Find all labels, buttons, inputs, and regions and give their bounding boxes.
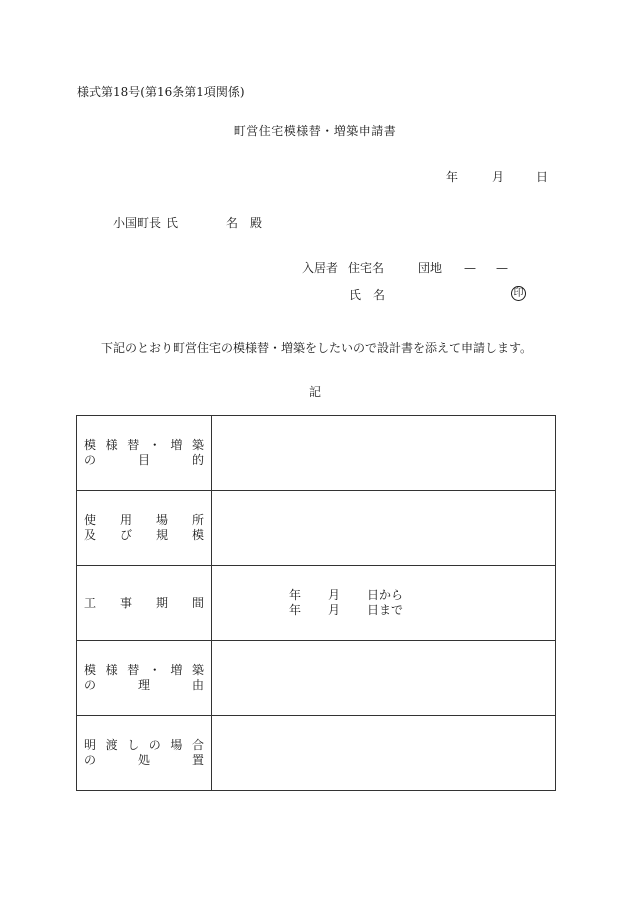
- label-char: 明: [84, 738, 97, 752]
- label-char: 的: [191, 453, 204, 467]
- table-row: [77, 566, 556, 641]
- addressee-dono: 殿: [250, 216, 263, 230]
- label-char: ・: [148, 438, 161, 452]
- reason-field[interactable]: [212, 641, 556, 716]
- label-char: の: [84, 453, 97, 467]
- label-char: の: [148, 738, 161, 752]
- dash-2: —: [496, 261, 509, 275]
- date-day: 日: [536, 170, 549, 184]
- table-row: [77, 491, 556, 566]
- label-char: 模: [84, 663, 97, 677]
- label-char: 間: [191, 595, 204, 610]
- period-from: [289, 588, 555, 603]
- label-char: 模: [191, 528, 204, 542]
- label-char: 替: [127, 663, 140, 677]
- name-shi: 氏: [349, 288, 362, 302]
- label-char: 由: [191, 678, 204, 692]
- row-label: [77, 416, 212, 491]
- addressee-shi: 氏: [166, 216, 179, 230]
- table-row: [77, 416, 556, 491]
- period-from-month: 月: [328, 588, 341, 602]
- ki-heading: 記: [308, 385, 321, 399]
- addressee-org: 小国町長: [113, 216, 162, 230]
- purpose-field[interactable]: [212, 416, 556, 491]
- label-char: 場: [170, 738, 183, 752]
- label-char: 理: [137, 678, 150, 692]
- label-char: 目: [137, 453, 150, 467]
- label-char: ・: [148, 663, 161, 677]
- detail-table: [76, 415, 556, 791]
- dash-1: —: [464, 261, 477, 275]
- label-char: 使: [84, 513, 97, 527]
- label-char: 築: [191, 663, 204, 677]
- period-from-year: 年: [289, 588, 302, 602]
- resident-line: [302, 262, 508, 274]
- date-line: [446, 171, 548, 183]
- period-to: [289, 603, 555, 618]
- page-title: 町営住宅模様替・増築申請書: [233, 124, 397, 138]
- housing-label: 住宅名: [348, 261, 385, 275]
- name-mei: 名: [373, 288, 386, 302]
- addressee-mei: 名: [226, 216, 239, 230]
- period-to-year: 年: [289, 603, 302, 617]
- resident-name-line: [349, 289, 385, 301]
- seal-mark: 印: [511, 286, 526, 301]
- label-char: 替: [127, 438, 140, 452]
- form-number: 様式第18号(第16条第1項関係): [77, 85, 245, 99]
- label-char: 合: [191, 738, 204, 752]
- resident-role: 入居者: [302, 261, 339, 275]
- request-text: 下記のとおり町営住宅の模様替・増築をしたいので設計書を添えて申請します。: [101, 341, 533, 355]
- label-char: 期: [155, 595, 168, 610]
- label-char: び: [119, 528, 132, 542]
- row-label: [77, 491, 212, 566]
- label-char: 工: [84, 595, 97, 610]
- row-label: [77, 566, 212, 641]
- label-char: 規: [155, 528, 168, 542]
- label-char: 増: [170, 663, 183, 677]
- label-char: 場: [155, 513, 168, 527]
- date-month: 月: [492, 170, 505, 184]
- label-char: 事: [119, 595, 132, 610]
- label-char: 処: [137, 753, 150, 767]
- addressee: [113, 217, 262, 229]
- row-label: [77, 641, 212, 716]
- label-char: し: [127, 738, 140, 752]
- label-char: の: [84, 678, 97, 692]
- period-to-month: 月: [328, 603, 341, 617]
- table-row: [77, 641, 556, 716]
- label-char: 用: [119, 513, 132, 527]
- label-char: の: [84, 753, 97, 767]
- table-row: [77, 716, 556, 791]
- row-label: [77, 716, 212, 791]
- construction-period-field[interactable]: [212, 566, 556, 641]
- label-char: 築: [191, 438, 204, 452]
- label-char: 置: [191, 753, 204, 767]
- label-char: 様: [105, 663, 118, 677]
- label-char: 渡: [105, 738, 118, 752]
- location-scale-field[interactable]: [212, 491, 556, 566]
- danchi-label: 団地: [418, 261, 443, 275]
- label-char: 様: [105, 438, 118, 452]
- vacate-measures-field[interactable]: [212, 716, 556, 791]
- label-char: 及: [84, 528, 97, 542]
- period-to-day: 日まで: [367, 603, 404, 617]
- label-char: 増: [170, 438, 183, 452]
- period-from-day: 日から: [367, 588, 404, 602]
- label-char: 所: [191, 513, 204, 527]
- label-char: 模: [84, 438, 97, 452]
- date-year: 年: [446, 170, 459, 184]
